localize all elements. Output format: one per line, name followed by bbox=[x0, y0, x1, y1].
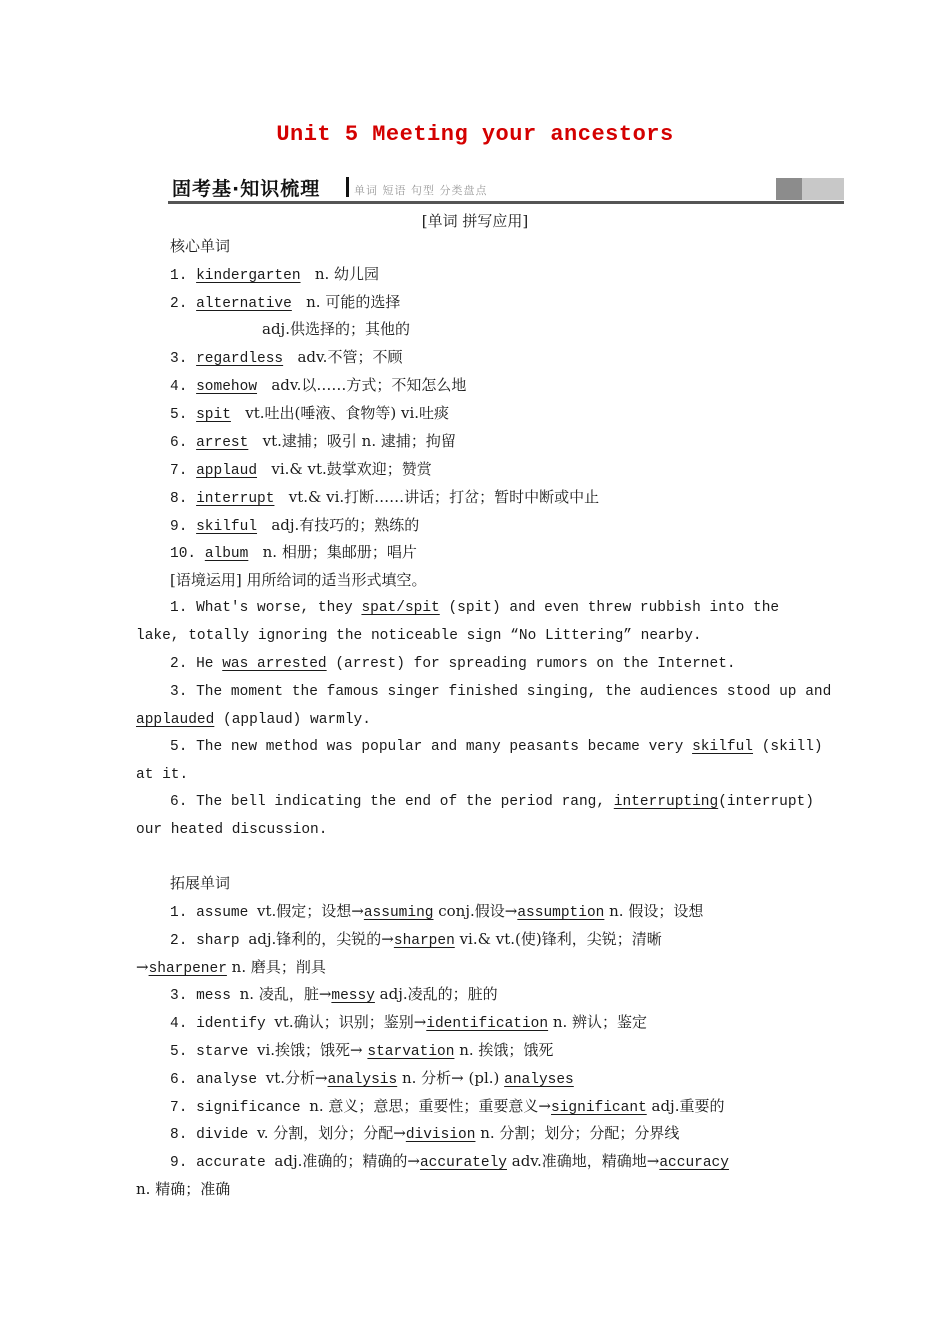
extension-word-row bbox=[170, 1151, 729, 1173]
core-heading: 核心单词 bbox=[170, 237, 231, 255]
definition: → bbox=[136, 958, 149, 976]
context-sentence-2: 2. He was arrested (arrest) for spreading rumors on the Internet. bbox=[170, 656, 736, 672]
definition: adj.有技巧的；熟练的 bbox=[271, 516, 420, 534]
extension-word-row-cont bbox=[136, 1179, 230, 1199]
core-word-row bbox=[170, 403, 449, 425]
core-word-row bbox=[170, 459, 432, 481]
extension-word-row bbox=[170, 901, 703, 923]
banner-dark-block bbox=[776, 178, 802, 200]
definition: n. 辨认；鉴定 bbox=[548, 1013, 648, 1031]
definition: vt.假定；设想→ bbox=[257, 902, 364, 920]
answer-word: assumption bbox=[517, 905, 605, 921]
core-word-row bbox=[170, 292, 400, 314]
base-word: 5. starve bbox=[170, 1044, 258, 1060]
extension-word-row-cont bbox=[136, 957, 326, 979]
answer: spat/spit bbox=[361, 600, 440, 616]
extension-word-row bbox=[170, 1040, 553, 1062]
definition: adv.不管；不顾 bbox=[297, 348, 403, 366]
core-word-row bbox=[170, 375, 466, 397]
base-word: 4. identify bbox=[170, 1016, 275, 1032]
context-sentence-3-cont: applauded (applaud) warmly. bbox=[136, 712, 371, 728]
item-number: 6. bbox=[170, 435, 197, 451]
banner-divider bbox=[346, 177, 349, 197]
banner-light-block bbox=[802, 178, 844, 200]
definition: n. 相册；集邮册；唱片 bbox=[262, 543, 417, 561]
context-sentence-6-cont: our heated discussion. bbox=[136, 822, 328, 838]
definition: vi.挨饿；饿死→ bbox=[257, 1041, 368, 1059]
answer-word: starvation bbox=[367, 1044, 455, 1060]
definition: n. 精确；准确 bbox=[136, 1180, 231, 1198]
context-sentence-3: 3. The moment the famous singer finished singing, the audiences stood up and bbox=[170, 684, 832, 700]
section-header: [单词 拼写应用] bbox=[421, 212, 529, 230]
answer-word: accuracy bbox=[659, 1155, 729, 1171]
base-word: 3. mess bbox=[170, 988, 240, 1004]
answer: applauded bbox=[136, 712, 215, 728]
definition: adj.凌乱的；脏的 bbox=[374, 985, 498, 1003]
answer: interrupting bbox=[613, 794, 719, 810]
definition: adv.准确地，精确地→ bbox=[506, 1152, 660, 1170]
base-word: 2. sharp bbox=[170, 933, 249, 949]
context-heading: [语境运用] 用所给词的适当形式填空。 bbox=[170, 571, 427, 589]
definition: n. 假设；设想 bbox=[604, 902, 704, 920]
definition: vi.& vt.鼓掌欢迎；赞赏 bbox=[271, 460, 432, 478]
base-word: 1. assume bbox=[170, 905, 258, 921]
definition: n. 磨具；削具 bbox=[226, 958, 326, 976]
answer-word: skilful bbox=[196, 519, 258, 535]
answer-word: analysis bbox=[327, 1072, 398, 1088]
item-number: 9. bbox=[170, 519, 197, 535]
item-number: 4. bbox=[170, 379, 197, 395]
definition: adj.准确的；精确的→ bbox=[274, 1152, 420, 1170]
definition: adj.重要的 bbox=[646, 1097, 725, 1115]
page-title: Unit 5 Meeting your ancestors bbox=[276, 122, 674, 147]
definition: n. 可能的选择 bbox=[306, 293, 401, 311]
definition: n. 幼儿园 bbox=[314, 265, 380, 283]
item-number: 7. bbox=[170, 463, 197, 479]
item-number: 2. bbox=[170, 296, 197, 312]
context-sentence-1: 1. What's worse, they spat/spit (spit) and even threw rubbish into the bbox=[170, 600, 780, 616]
answer-word: regardless bbox=[196, 351, 284, 367]
item-number: 5. bbox=[170, 407, 197, 423]
base-word: 6. analyse bbox=[170, 1072, 266, 1088]
answer-word: interrupt bbox=[196, 491, 275, 507]
definition: conj.假设→ bbox=[433, 902, 518, 920]
answer-word: sharpen bbox=[393, 933, 455, 949]
base-word: 9. accurate bbox=[170, 1155, 275, 1171]
answer-word: spit bbox=[196, 407, 231, 423]
definition: vt.分析→ bbox=[265, 1069, 328, 1087]
core-word-row bbox=[170, 487, 599, 509]
banner-rule bbox=[168, 201, 844, 204]
item-number: 3. bbox=[170, 351, 197, 367]
answer-word: album bbox=[204, 546, 249, 562]
definition: vt.逮捕；吸引 n. 逮捕；拘留 bbox=[262, 432, 456, 450]
answer-word: applaud bbox=[196, 463, 258, 479]
item-number: 10. bbox=[170, 546, 205, 562]
context-sentence-6: 6. The bell indicating the end of the period rang, interrupting(interrupt) bbox=[170, 794, 814, 810]
answer-word: messy bbox=[331, 988, 375, 1004]
base-word: 7. significance bbox=[170, 1100, 310, 1116]
extension-word-row bbox=[170, 1012, 647, 1034]
definition: n. 挨饿；饿死 bbox=[454, 1041, 554, 1059]
answer: was arrested bbox=[222, 656, 327, 672]
answer-word: accurately bbox=[419, 1155, 507, 1171]
banner-subtitle: 单词 短语 句型 分类盘点 bbox=[354, 184, 488, 197]
answer-word: kindergarten bbox=[196, 268, 301, 284]
definition: n. 凌乱，脏→ bbox=[239, 985, 332, 1003]
answer-word: identification bbox=[426, 1016, 549, 1032]
definition: n. 意义；意思；重要性；重要意义→ bbox=[309, 1097, 552, 1115]
extension-word-row bbox=[170, 1068, 574, 1090]
context-sentence-5-cont: at it. bbox=[136, 767, 189, 783]
core-word-row bbox=[170, 542, 417, 564]
banner-title: 固考基·知识梳理 bbox=[172, 178, 321, 200]
answer-word: analyses bbox=[504, 1072, 574, 1088]
answer-word: significant bbox=[551, 1100, 647, 1116]
answer-word: division bbox=[405, 1127, 476, 1143]
answer-word: alternative bbox=[196, 296, 292, 312]
section-banner bbox=[168, 174, 844, 204]
core-word-row bbox=[170, 431, 456, 453]
definition: adj.锋利的，尖锐的→ bbox=[248, 930, 394, 948]
item-number: 1. bbox=[170, 268, 197, 284]
base-word: 8. divide bbox=[170, 1127, 258, 1143]
definition: adv.以……方式；不知怎么地 bbox=[271, 376, 467, 394]
item-number: 8. bbox=[170, 491, 197, 507]
extension-heading: 拓展单词 bbox=[170, 874, 231, 892]
definition: adj.供选择的；其他的 bbox=[262, 320, 410, 338]
definition: vt.吐出(唾液、食物等) vi.吐痰 bbox=[245, 404, 450, 422]
definition: n. 分析→ (pl.) bbox=[397, 1069, 505, 1087]
answer: skilful bbox=[692, 739, 754, 755]
context-sentence-1-cont: lake, totally ignoring the noticeable sign “No Littering” nearby. bbox=[136, 628, 702, 644]
answer-word: arrest bbox=[196, 435, 249, 451]
definition: vt.& vi.打断……讲话；打岔；暂时中断或中止 bbox=[288, 488, 600, 506]
definition: n. 分割；划分；分配；分界线 bbox=[475, 1124, 680, 1142]
extension-word-row bbox=[170, 984, 498, 1006]
core-word-row bbox=[170, 515, 419, 537]
core-word-row bbox=[170, 264, 379, 286]
definition: v. 分割，划分；分配→ bbox=[257, 1124, 406, 1142]
definition: vt.确认；识别；鉴别→ bbox=[274, 1013, 427, 1031]
answer-word: sharpener bbox=[148, 961, 227, 977]
context-sentence-5: 5. The new method was popular and many peasants became very skilful (skill) bbox=[170, 739, 823, 755]
extension-word-row bbox=[170, 929, 662, 951]
extension-word-row bbox=[170, 1123, 679, 1145]
core-word-row bbox=[262, 319, 410, 339]
definition: vi.& vt.(使)锋利，尖锐；清晰 bbox=[454, 930, 662, 948]
extension-word-row bbox=[170, 1096, 724, 1118]
answer-word: assuming bbox=[363, 905, 434, 921]
core-word-row bbox=[170, 347, 402, 369]
answer-word: somehow bbox=[196, 379, 258, 395]
